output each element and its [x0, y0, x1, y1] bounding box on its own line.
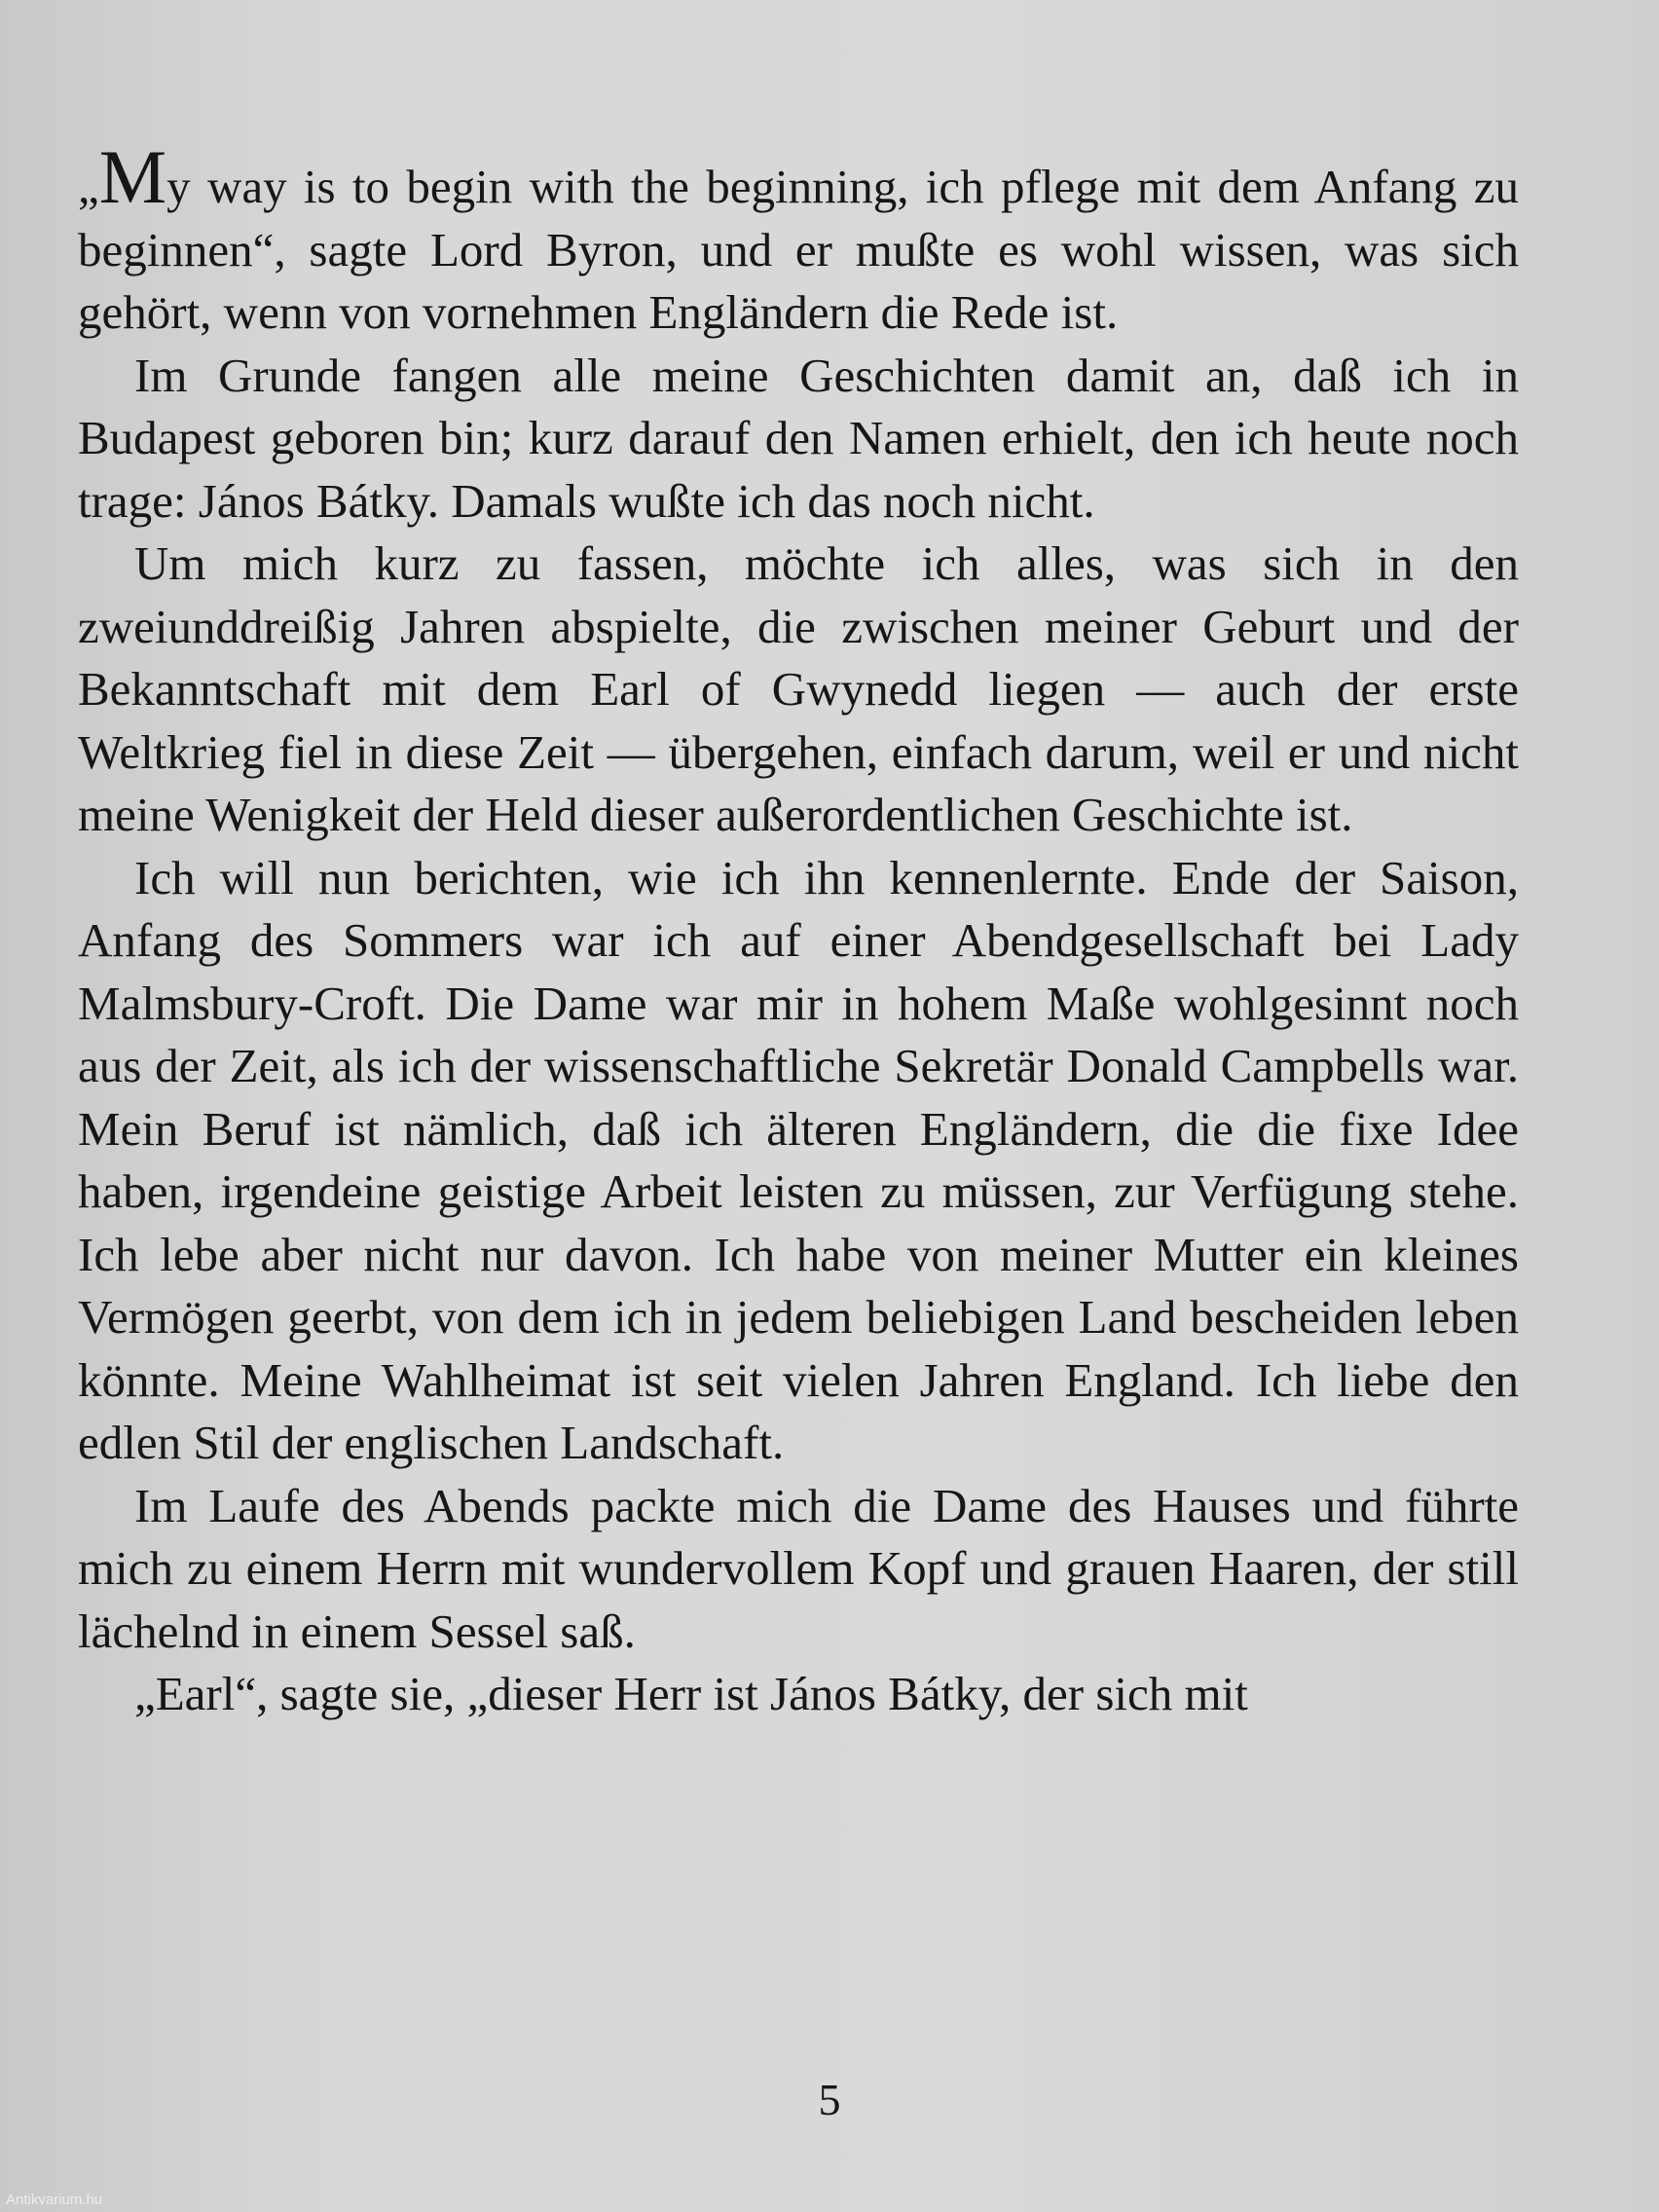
paragraph-1-text: y way is to begin with the beginning, ich pflege mit dem Anfang zu beginnen“, sagte Lord Byron, und er mußte es wohl wissen, was sich gehört, wenn von vornehmen Engländern die Rede ist.: [78, 160, 1519, 339]
bleed-through-text: [1051, 0, 1659, 62]
paragraph-3: Um mich kurz zu fassen, möchte ich alles, was sich in den zweiunddreißig Jahren abspielte, die zwischen meiner Geburt und der Bekanntschaft mit dem Earl of Gwynedd liegen — auch der erste Weltkrieg fiel in diese Zeit — übergehen, einfach darum, weil er und nicht meine Wenigkeit der Held dieser außerordentlichen Geschichte ist.: [78, 536, 1519, 841]
paragraph-2: Im Grunde fangen alle meine Geschichten damit an, daß ich in Budapest geboren bin; kurz darauf den Namen erhielt, den ich heute noch trage: János Bátky. Damals wußte ich das noch nicht.: [78, 348, 1519, 528]
initial-letter: M: [98, 134, 167, 219]
page-number: 5: [818, 2075, 841, 2124]
body-text: [78, 134, 1519, 1726]
paragraph-5: Im Laufe des Abends packte mich die Dame des Hauses und führte mich zu einem Herrn mit wundervollem Kopf und grauen Haaren, der still lächelnd in einem Sessel saß.: [78, 1478, 1519, 1658]
paragraph-4: Ich will nun berichten, wie ich ihn kennenlernte. Ende der Saison, Anfang des Sommers war ich auf einer Abendgesellschaft bei Lady Malmsbury-Croft. Die Dame war mir in hohem Maße wohlgesinnt noch aus der Zeit, als ich der wissenschaftliche Sekretär Donald Campbells war. Mein Beruf ist nämlich, daß ich älteren Engländern, die die fixe Idee haben, irgendeine geistige Arbeit leisten zu müssen, zur Verfügung stehe. Ich lebe aber nicht nur davon. Ich habe von meiner Mutter ein kleines Vermögen geerbt, von dem ich in jedem beliebigen Land bescheiden leben könnte. Meine Wahlheimat ist seit vielen Jahren England. Ich liebe den edlen Stil der englischen Landschaft.: [78, 850, 1519, 1469]
paragraph-6: „Earl“, sagte sie, „dieser Herr ist János Bátky, der sich mit: [134, 1667, 1248, 1720]
paragraph-1: [78, 134, 1519, 345]
watermark: Antikvarium.hu: [6, 2192, 103, 2208]
opening-quote: „: [78, 160, 99, 213]
